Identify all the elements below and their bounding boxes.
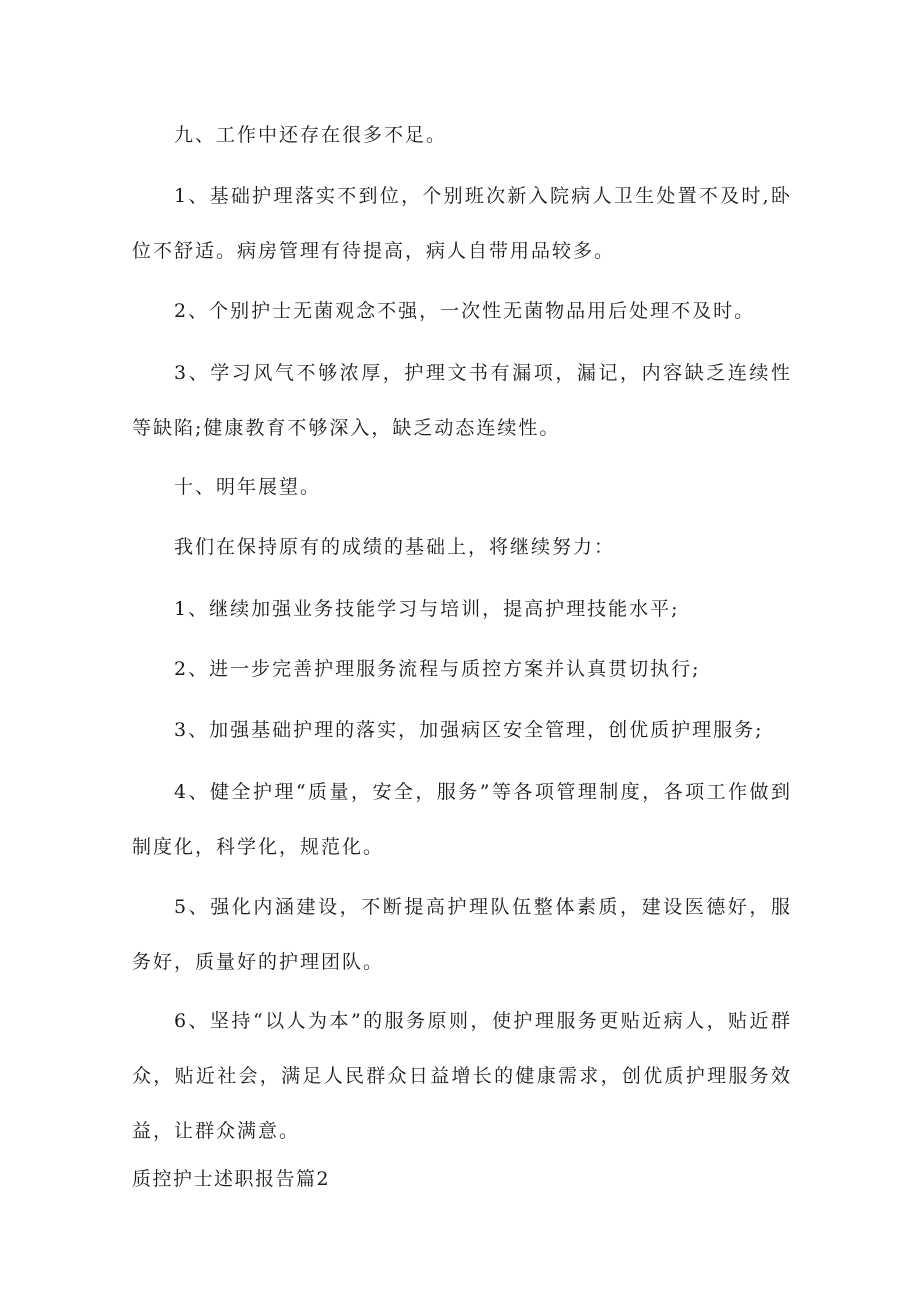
paragraph-section-nine-heading: 九、工作中还存在很多不足。 bbox=[174, 124, 448, 146]
paragraph-plan-6: 6、坚持“以人为本”的服务原则，使护理服务更贴近病人，贴近群众，贴近社会，满足人民群众日益增长的健康需求，创优质护理服务效益，让群众满意。 bbox=[132, 1010, 792, 1142]
paragraph-item-3: 3、学习风气不够浓厚，护理文书有漏项，漏记，内容缺乏连续性等缺陷;健康教育不够深入，缺乏动态连续性。 bbox=[132, 362, 792, 439]
paragraph-plan-1: 1、继续加强业务技能学习与培训，提高护理技能水平; bbox=[174, 598, 680, 620]
paragraph-plan-2: 2、进一步完善护理服务流程与质控方案并认真贯切执行; bbox=[174, 658, 701, 680]
paragraph-intro: 我们在保持原有的成绩的基础上，将继续努力： bbox=[174, 536, 616, 558]
paragraph-plan-3: 3、加强基础护理的落实，加强病区安全管理，创优质护理服务; bbox=[174, 719, 764, 741]
paragraph-plan-4: 4、健全护理“质量，安全，服务”等各项管理制度，各项工作做到制度化，科学化，规范化。 bbox=[132, 781, 792, 858]
paragraph-plan-5: 5、强化内涵建设，不断提高护理队伍整体素质，建设医德好，服务好，质量好的护理团队。 bbox=[132, 896, 792, 973]
section-title: 质控护士述职报告篇2 bbox=[132, 1168, 331, 1190]
paragraph-section-ten-heading: 十、明年展望。 bbox=[174, 476, 322, 498]
paragraph-item-1: 1、基础护理落实不到位，个别班次新入院病人卫生处置不及时,卧位不舒适。病房管理有待提高，病人自带用品较多。 bbox=[132, 185, 792, 262]
paragraph-item-2: 2、个别护士无菌观念不强，一次性无菌物品用后处理不及时。 bbox=[174, 300, 756, 322]
